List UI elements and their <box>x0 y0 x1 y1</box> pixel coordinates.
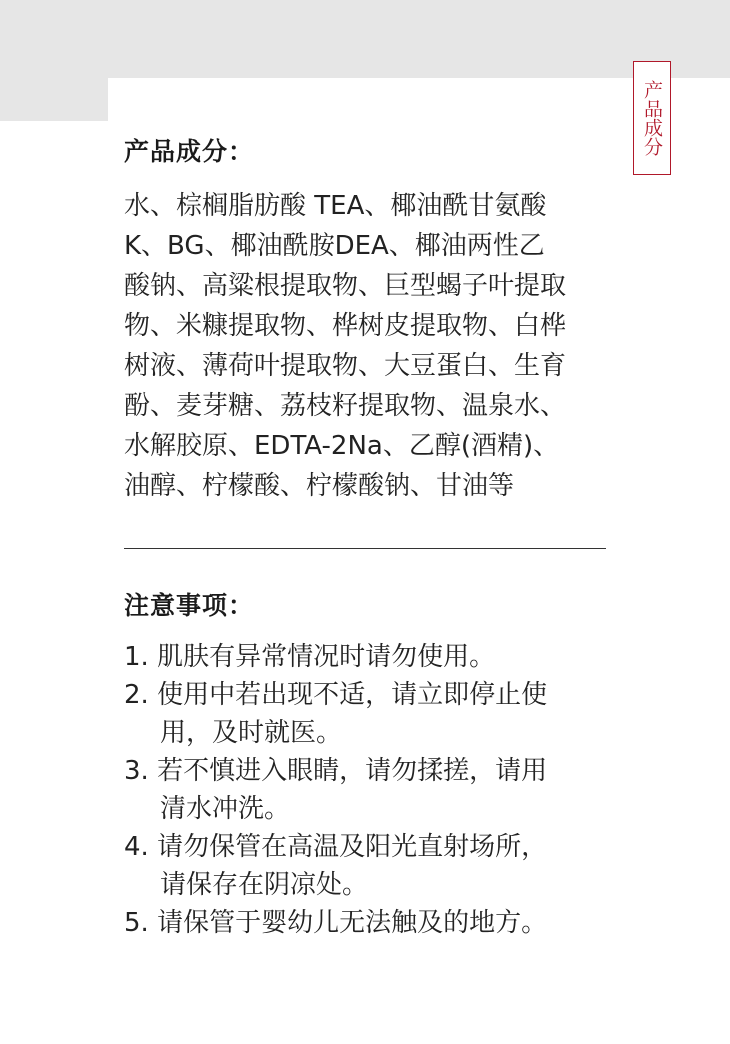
caution-item: 4. 请勿保管在高温及阳光直射场所， <box>124 832 548 862</box>
caution-item-continuation: 用，及时就医。 <box>160 718 343 748</box>
caution-item-continuation: 清水冲洗。 <box>160 794 291 824</box>
section-tag-ingredients: 产品成分 <box>633 61 671 175</box>
ingredients-line: 水、棕榈脂肪酸 TEA、椰油酰甘氨酸 <box>124 191 547 221</box>
ingredients-line: 水解胶原、EDTA-2Na、乙醇(酒精)、 <box>124 431 560 461</box>
ingredients-list <box>124 186 614 506</box>
ingredients-line: 油醇、柠檬酸、柠檬酸钠、甘油等 <box>124 471 515 501</box>
section-divider <box>124 548 606 549</box>
caution-item: 3. 若不慎进入眼睛，请勿揉搓，请用 <box>124 756 548 786</box>
caution-item-continuation: 请保存在阴凉处。 <box>160 870 369 900</box>
caution-item: 1. 肌肤有异常情况时请勿使用。 <box>124 642 496 672</box>
ingredients-line: 树液、薄荷叶提取物、大豆蛋白、生育 <box>124 351 567 381</box>
ingredients-line: 物、米糠提取物、桦树皮提取物、白桦 <box>124 311 567 341</box>
ingredients-heading: 产品成分： <box>124 137 255 166</box>
ingredients-line: 酸钠、高粱根提取物、巨型蝎子叶提取 <box>124 271 567 301</box>
caution-item: 2. 使用中若出现不适，请立即停止使 <box>124 680 548 710</box>
ingredients-line: 酚、麦芽糖、荔枝籽提取物、温泉水、 <box>124 391 567 421</box>
cautions-list <box>124 638 624 942</box>
cautions-heading: 注意事项： <box>124 591 255 620</box>
caution-item: 5. 请保管于婴幼儿无法触及的地方。 <box>124 908 548 938</box>
ingredients-line: K、BG、椰油酰胺DEA、椰油两性乙 <box>124 231 545 261</box>
